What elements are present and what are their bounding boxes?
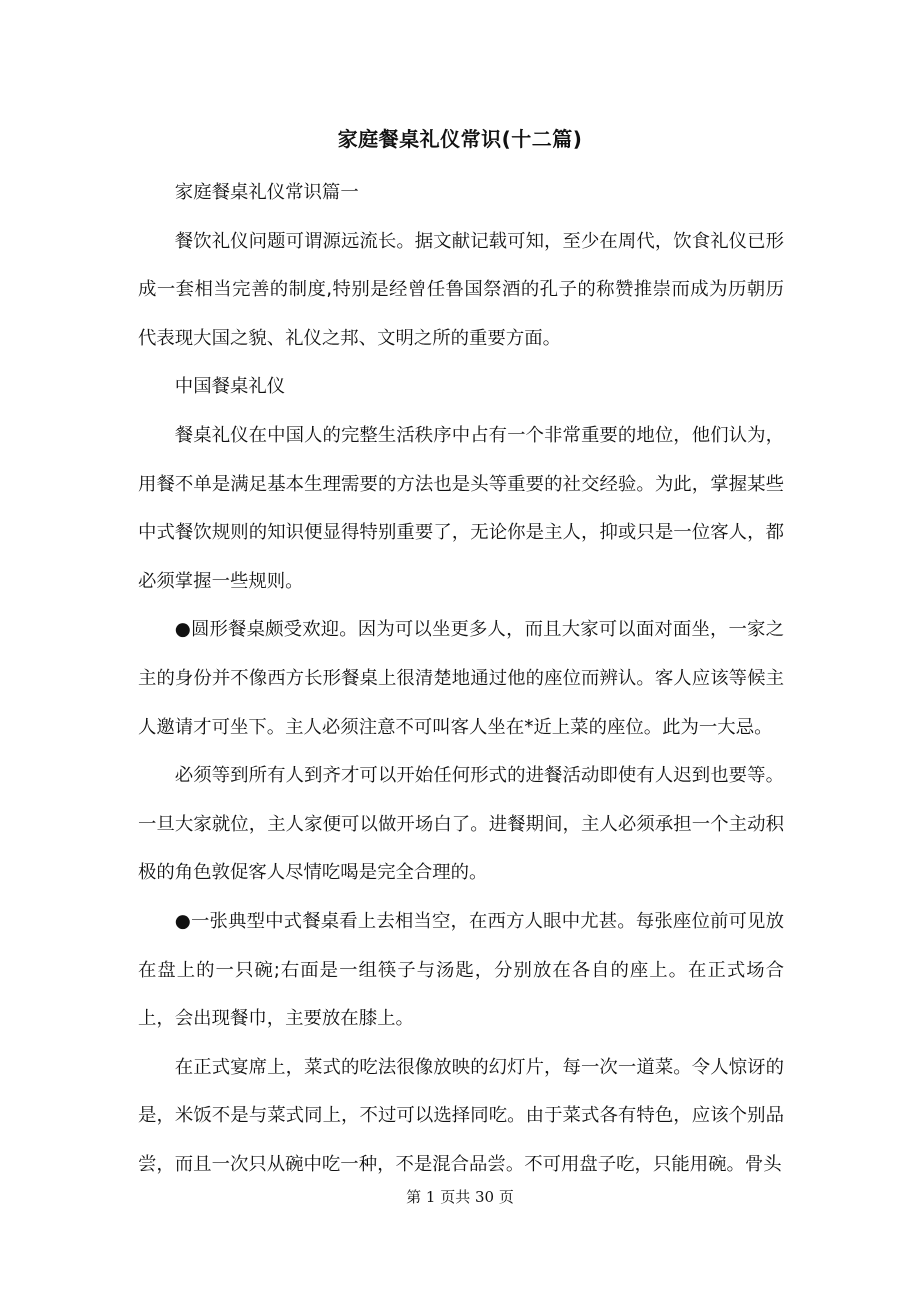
document-body bbox=[138, 169, 784, 1189]
body-paragraph: 必须等到所有人到齐才可以开始任何形式的进餐活动即使有人迟到也要等。一旦大家就位，主人家便可以做开场白了。进餐期间，主人必须承担一个主动积极的角色敦促客人尽情吃喝是完全合理的。 bbox=[138, 765, 784, 884]
bullet-paragraph: ●圆形餐桌颇受欢迎。因为可以坐更多人，而且大家可以面对面坐，一家之主的身份并不像西方长形餐桌上很清楚地通过他的座位而辨认。客人应该等候主人邀请才可坐下。主人必须注意不可叫客人坐在*近上菜的座位。此为一大忌。 bbox=[138, 619, 784, 738]
body-paragraph: 餐桌礼仪在中国人的完整生活秩序中占有一个非常重要的地位，他们认为，用餐不单是满足基本生理需要的方法也是头等重要的社交经验。为此，掌握某些中式餐饮规则的知识便显得特别重要了，无论你是主人，抑或只是一位客人，都必须掌握一些规则。 bbox=[138, 424, 784, 592]
footer-total-pages: 30 bbox=[475, 1188, 495, 1206]
subsection-heading: 中国餐桌礼仪 bbox=[174, 376, 286, 398]
page-footer bbox=[0, 1185, 920, 1209]
body-paragraph: 在正式宴席上，菜式的吃法很像放映的幻灯片，每一次一道菜。令人惊讶的是，米饭不是与菜式同上，不过可以选择同吃。由于菜式各有特色，应该个别品尝，而且一次只从碗中吃一种，不是混合品尝。不可用盘子吃，只能用碗。骨头 bbox=[138, 1056, 784, 1175]
footer-middle: 页共 bbox=[440, 1188, 471, 1206]
section-heading: 家庭餐桌礼仪常识篇一 bbox=[174, 182, 359, 203]
document-title: 家庭餐桌礼仪常识(十二篇) bbox=[337, 127, 583, 151]
footer-prefix: 第 bbox=[406, 1188, 422, 1206]
bullet-paragraph: ●一张典型中式餐桌看上去相当空，在西方人眼中尤甚。每张座位前可见放在盘上的一只碗;右面是一组筷子与汤匙，分别放在各自的座上。在正式场合上，会出现餐巾，主要放在膝上。 bbox=[138, 910, 784, 1030]
body-paragraph: 餐饮礼仪问题可谓源远流长。据文献记载可知，至少在周代，饮食礼仪已形成一套相当完善的制度,特别是经曾任鲁国祭酒的孔子的称赞推崇而成为历朝历代表现大国之貌、礼仪之邦、文明之所的重要方面。 bbox=[138, 230, 784, 349]
footer-current-page: 1 bbox=[425, 1188, 436, 1206]
footer-suffix: 页 bbox=[498, 1188, 514, 1206]
